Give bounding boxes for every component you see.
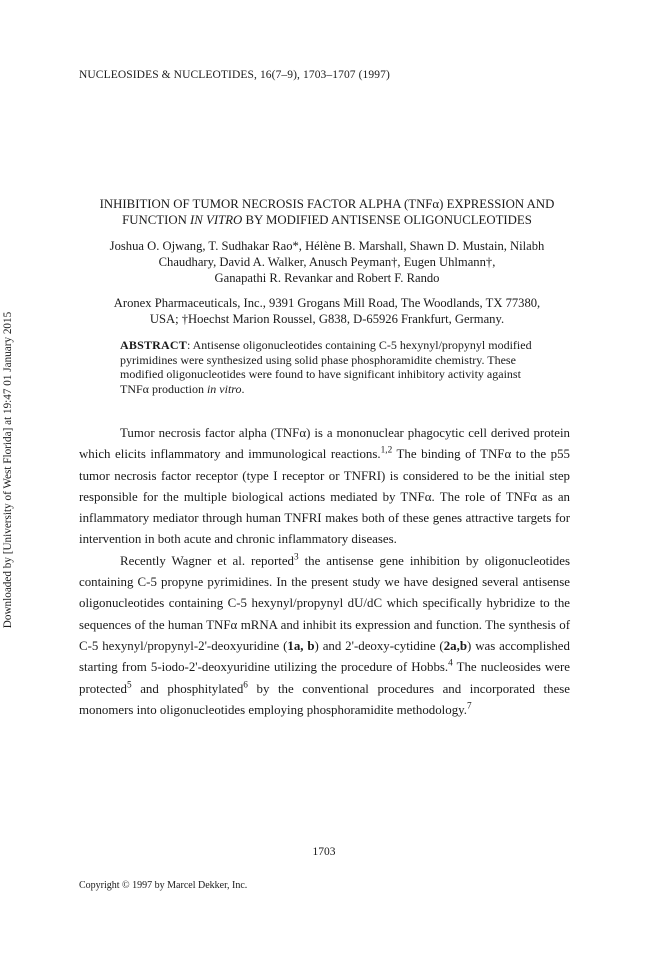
- affiliation-line-1: Aronex Pharmaceuticals, Inc., 9391 Grogans Mill Road, The Woodlands, TX 77380,: [113, 296, 541, 310]
- paragraph-1: Tumor necrosis factor alpha (TNFα) is a mononuclear phagocytic cell derived protein which elicits inflammatory and immunological reactions.$^{1,2}$ The binding of TNFα to the p55 tumor necrosis factor receptor (type I receptor or TNFRI) is considered to be the initial step responsible for the multiple biological actions mediated by TNFα. The role of TNFα as an inflammatory mediator through human TNFRI makes both of these genes attractive targets for intervention in both acute and chronic inflammatory diseases.: [79, 426, 570, 547]
- body-text: [79, 423, 570, 721]
- download-notice-text: Downloaded by [University of West Florida] at 19:47 01 January 2015: [2, 311, 14, 629]
- abstract-label: ABSTRACT: [120, 338, 187, 352]
- paragraph-2: Recently Wagner et al. reported$^3$ the antisense gene inhibition by oligonucleotides containing C-5 propyne pyrimidines. In the present study we have designed several antisense oligonucleotides containing C-5 hexynyl/propynyl dU/dC which specifically hybridize to the sequences of the human TNFα mRNA and inhibit its expression and function. The synthesis of C-5 hexynyl/propynyl-2'-deoxyuridine (1a, b) and 2'-deoxy-cytidine (2a,b) was accomplished starting from 5-iodo-2'-deoxyuridine utilizing the procedure of Hobbs.$^4$ The nucleosides were protected$^5$ and phosphitylated$^6$ by the conventional procedures and incorporated these monomers into oligonucleotides employing phosphoramidite methodology.$^7$: [79, 552, 570, 717]
- affiliation-line-2: USA; †Hoechst Marion Roussel, G838, D-65926 Frankfurt, Germany.: [149, 312, 505, 326]
- copyright-notice: Copyright © 1997 by Marcel Dekker, Inc.: [79, 880, 248, 891]
- journal-header: NUCLEOSIDES & NUCLEOTIDES, 16(7–9), 1703–1707 (1997): [79, 69, 390, 81]
- affiliations: [75, 295, 579, 327]
- download-notice: [2, 311, 22, 629]
- title-line-2: FUNCTION IN VITRO BY MODIFIED ANTISENSE OLIGONUCLEOTIDES: [122, 213, 532, 227]
- title-line-1: INHIBITION OF TUMOR NECROSIS FACTOR ALPHA (TNFα) EXPRESSION AND: [99, 197, 555, 211]
- abstract: ABSTRACT: Antisense oligonucleotides containing C-5 hexynyl/propynyl modified pyrimidines were synthesized using solid phase phosphoramidite chemistry. These modified oligonucleotides were found to have significant inhibitory activity against TNFα production in vitro.: [120, 338, 532, 396]
- abstract-text: : Antisense oligonucleotides containing C-5 hexynyl/propynyl modified pyrimidines were synthesized using solid phase phosphoramidite chemistry. These modified oligonucleotides were found to have significant inhibitory activity against TNFα production: [120, 338, 532, 396]
- article-title: [75, 196, 579, 228]
- authors-line-3: Ganapathi R. Revankar and Robert F. Rando: [214, 271, 440, 285]
- authors-line-1: Joshua O. Ojwang, T. Sudhakar Rao*, Hélène B. Marshall, Shawn D. Mustain, Nilabh: [109, 239, 545, 253]
- author-list: [75, 238, 579, 286]
- authors-line-2: Chaudhary, David A. Walker, Anusch Peyman†, Eugen Uhlmann†,: [158, 255, 496, 269]
- page-number: 1703: [312, 846, 336, 858]
